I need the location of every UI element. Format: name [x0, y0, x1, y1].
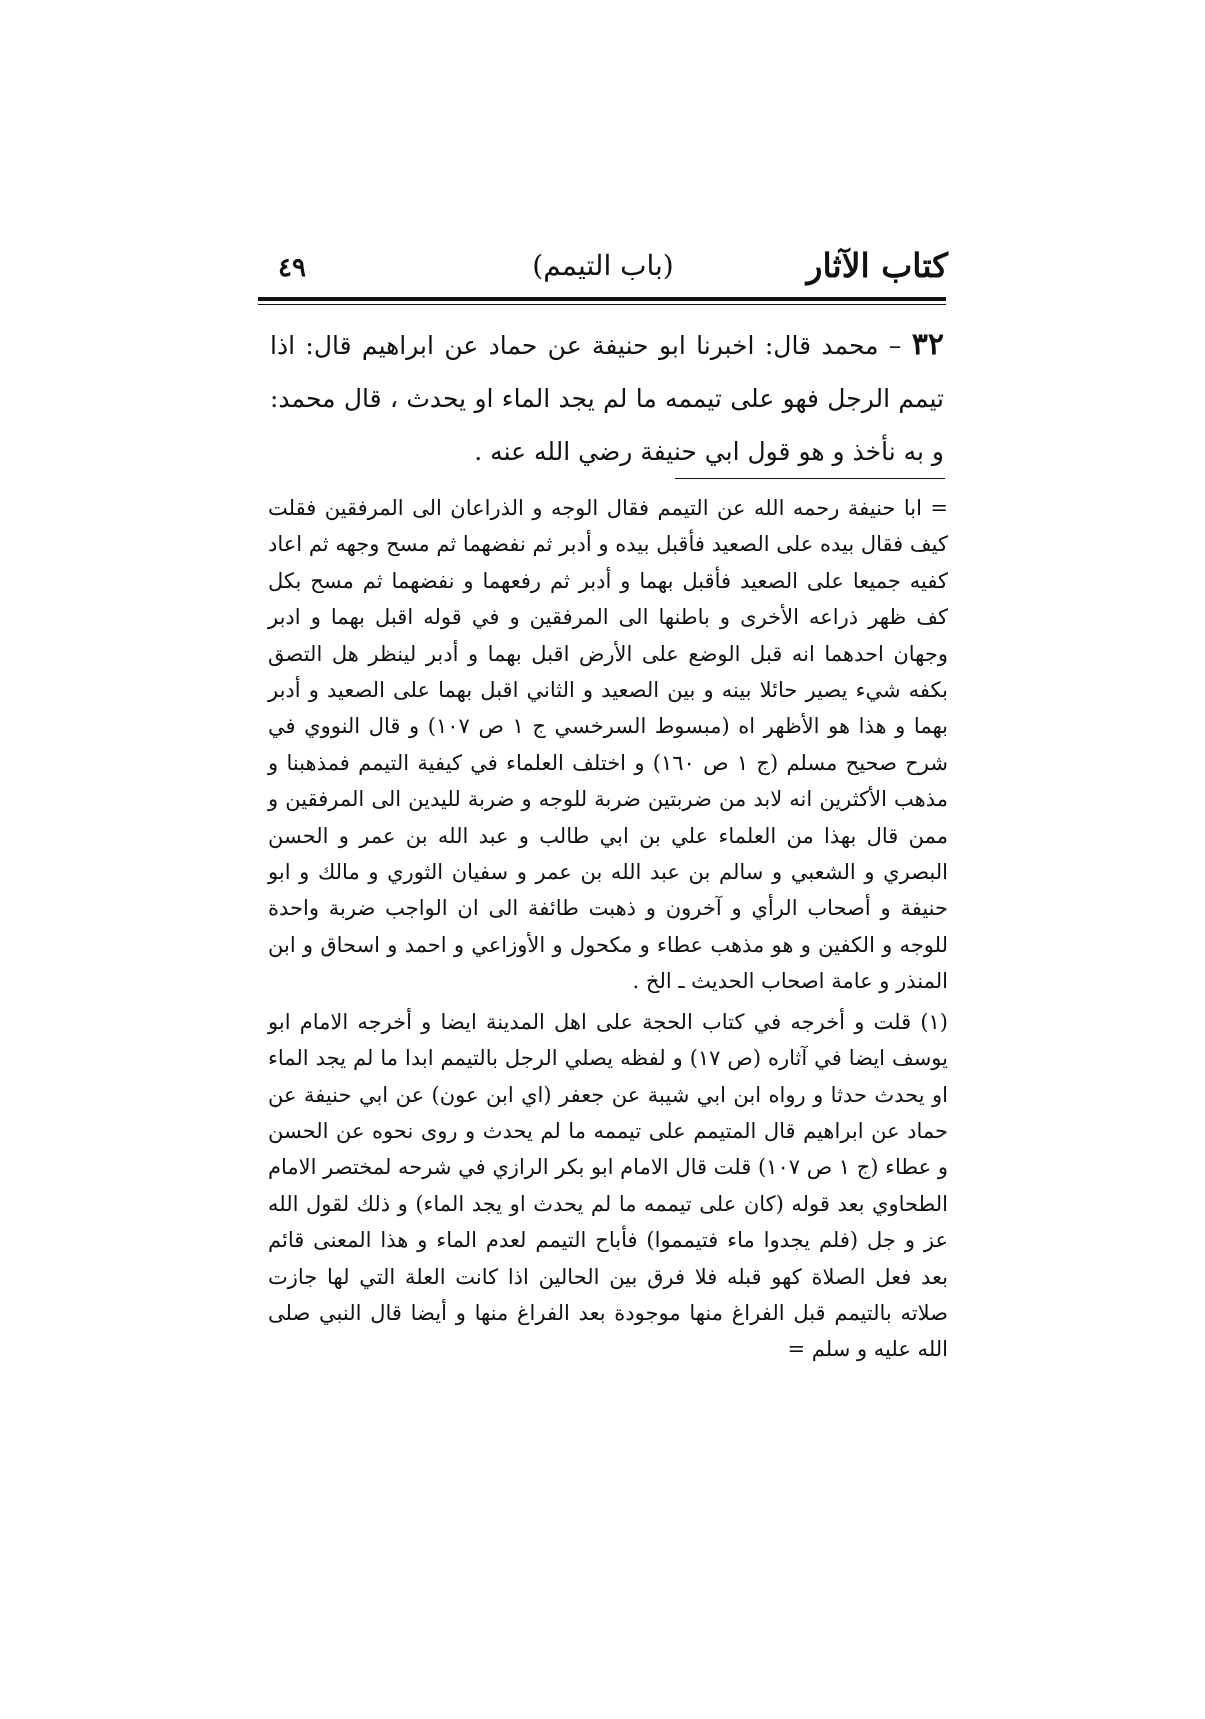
- main-narration: [270, 318, 944, 478]
- footnotes: [268, 490, 948, 1368]
- narration-number: ٣٢: [911, 327, 945, 362]
- narration-text: – محمد قال: اخبرنا ابو حنيفة عن حماد عن ابراهيم قال: اذا تيمم الرجل فهو على تيممه ما لم يجد الماء او يحدث ، قال محمد: و به نأخذ و هو قول ابي حنيفة رضي الله عنه .: [270, 331, 944, 466]
- page-number: ٤٩: [278, 253, 306, 283]
- book-title: كتاب الآثار: [806, 246, 948, 285]
- page-header: [258, 244, 948, 294]
- footnote-continuation: = ابا حنيفة رحمه الله عن التيمم فقال الوجه و الذراعان الى المرفقين فقلت كيف فقال بيده على الصعيد فأقبل بيده و أدبر ثم نفضهما ثم مسح وجهه ثم اعاد كفيه جميعا على الصعيد فأقبل بهما و أدبر ثم رفعهما و نفضهما ثم مسح بكل كف ظهر ذراعه الأخرى و باطنها الى المرفقين و في قوله اقبل بهما و ادبر وجهان احدهما انه قبل الوضع على الأرض اقبل بهما و أدبر لينظر هل التصق بكفه شيء يصير حائلا بينه و بين الصعيد و الثاني اقبل بهما على الصعيد و أدبر بهما و هذا هو الأظهر اه (مبسوط السرخسي ج ١ ص ١٠٧) و قال النووي في شرح صحيح مسلم (ج ١ ص ١٦٠) و اختلف العلماء في كيفية التيمم فمذهبنا و مذهب الأكثرين انه لابد من ضربتين ضربة للوجه و ضربة لليدين الى المرفقين و ممن قال بهذا من العلماء علي بن ابي طالب و عبد الله بن عمر و الحسن البصري و الشعبي و سالم بن عبد الله بن عمر و سفيان الثوري و مالك و ابو حنيفة و أصحاب الرأي و آخرون و ذهبت طائفة الى ان الواجب ضربة واحدة للوجه و الكفين و هو مذهب عطاء و مكحول و الأوزاعي و احمد و اسحاق و ابن المنذر و عامة اصحاب الحديث ـ الخ .: [268, 496, 948, 994]
- footnote-separator: [675, 478, 945, 479]
- header-rule-thick: [258, 297, 946, 301]
- footnote-1: (١) قلت و أخرجه في كتاب الحجة على اهل المدينة ايضا و أخرجه الامام ابو يوسف ايضا في آثاره (ص ١٧) و لفظه يصلي الرجل بالتيمم ابدا ما لم يجد الماء او يحدث حدثا و رواه ابن ابي شيبة عن جعفر (اي ابن عون) عن ابي حنيفة عن حماد عن ابراهيم قال المتيمم على تيممه ما لم يحدث و روى نحوه عن الحسن و عطاء (ج ١ ص ١٠٧) قلت قال الامام ابو بكر الرازي في شرحه لمختصر الامام الطحاوي بعد قوله (كان على تيممه ما لم يحدث او يجد الماء) و ذلك لقول الله عز و جل (فلم يجدوا ماء فتيمموا) فأباح التيمم لعدم الماء و هذا المعنى قائم بعد فعل الصلاة كهو قبله فلا فرق بين الحالين اذا كانت العلة التي لها جازت صلاته بالتيمم قبل الفراغ منها موجودة بعد الفراغ منها و أيضا قال النبي صلى الله عليه و سلم =: [268, 1009, 948, 1362]
- chapter-title: (باب التيمم): [532, 249, 674, 282]
- header-rule-thin: [258, 304, 946, 305]
